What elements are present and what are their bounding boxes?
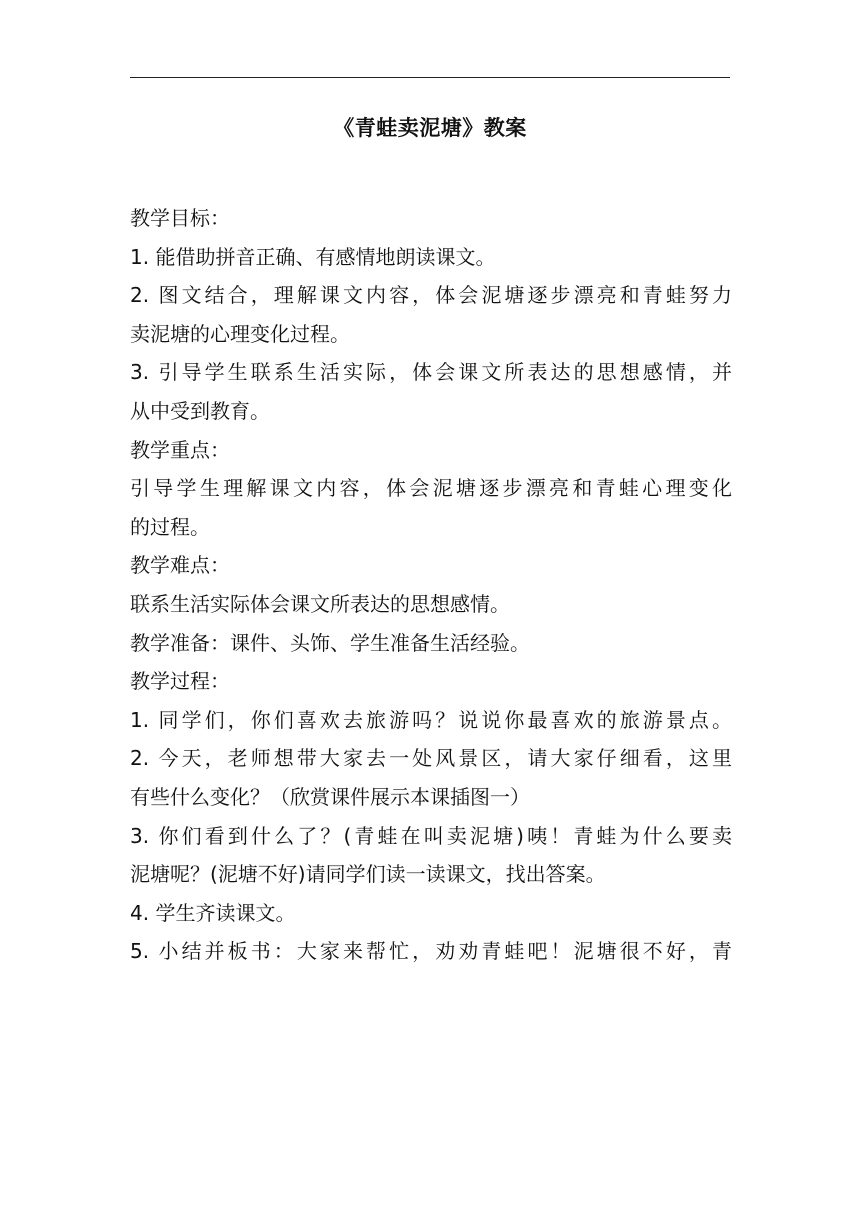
paragraph-line: 的过程。	[130, 514, 210, 539]
paragraph-line: 4. 学生齐读课文。	[130, 900, 296, 925]
section-heading-objectives: 教学目标：	[130, 206, 230, 230]
section-heading-key-points: 教学重点：	[130, 437, 230, 462]
document-body	[130, 199, 732, 971]
paragraph-line: 泥塘呢？(泥塘不好)请同学们读一读课文，找出答案。	[130, 862, 606, 887]
section-heading-difficulties: 教学难点：	[130, 553, 230, 578]
paragraph-line: 卖泥塘的心理变化过程。	[130, 321, 350, 346]
paragraph-line: 联系生活实际体会课文所表达的思想感情。	[130, 591, 510, 616]
paragraph-line: 2. 今天，老师想带大家去一处风景区，请大家仔细看，这里	[130, 746, 732, 771]
header-divider	[130, 77, 730, 78]
paragraph-line: 2. 图文结合，理解课文内容，体会泥塘逐步漂亮和青蛙努力	[130, 283, 732, 308]
paragraph-line: 3. 你们看到什么了？(青蛙在叫卖泥塘)咦！青蛙为什么要卖	[130, 823, 732, 848]
paragraph-line: 5. 小结并板书：大家来帮忙，劝劝青蛙吧！泥塘很不好，青	[130, 939, 732, 964]
paragraph-line: 3. 引导学生联系生活实际，体会课文所表达的思想感情，并	[130, 360, 732, 385]
paragraph-line: 1. 能借助拼音正确、有感情地朗读课文。	[130, 244, 496, 269]
document-title: 《青蛙卖泥塘》教案	[333, 116, 527, 140]
section-heading-process: 教学过程：	[130, 669, 230, 694]
paragraph-line: 从中受到教育。	[130, 398, 270, 423]
paragraph-line: 1. 同学们，你们喜欢去旅游吗？说说你最喜欢的旅游景点。	[130, 707, 732, 732]
paragraph-line: 引导学生理解课文内容，体会泥塘逐步漂亮和青蛙心理变化	[130, 476, 732, 501]
paragraph-line: 有些什么变化？（欣赏课件展示本课插图一）	[130, 784, 530, 809]
paragraph-line: 教学准备：课件、头饰、学生准备生活经验。	[130, 630, 530, 655]
